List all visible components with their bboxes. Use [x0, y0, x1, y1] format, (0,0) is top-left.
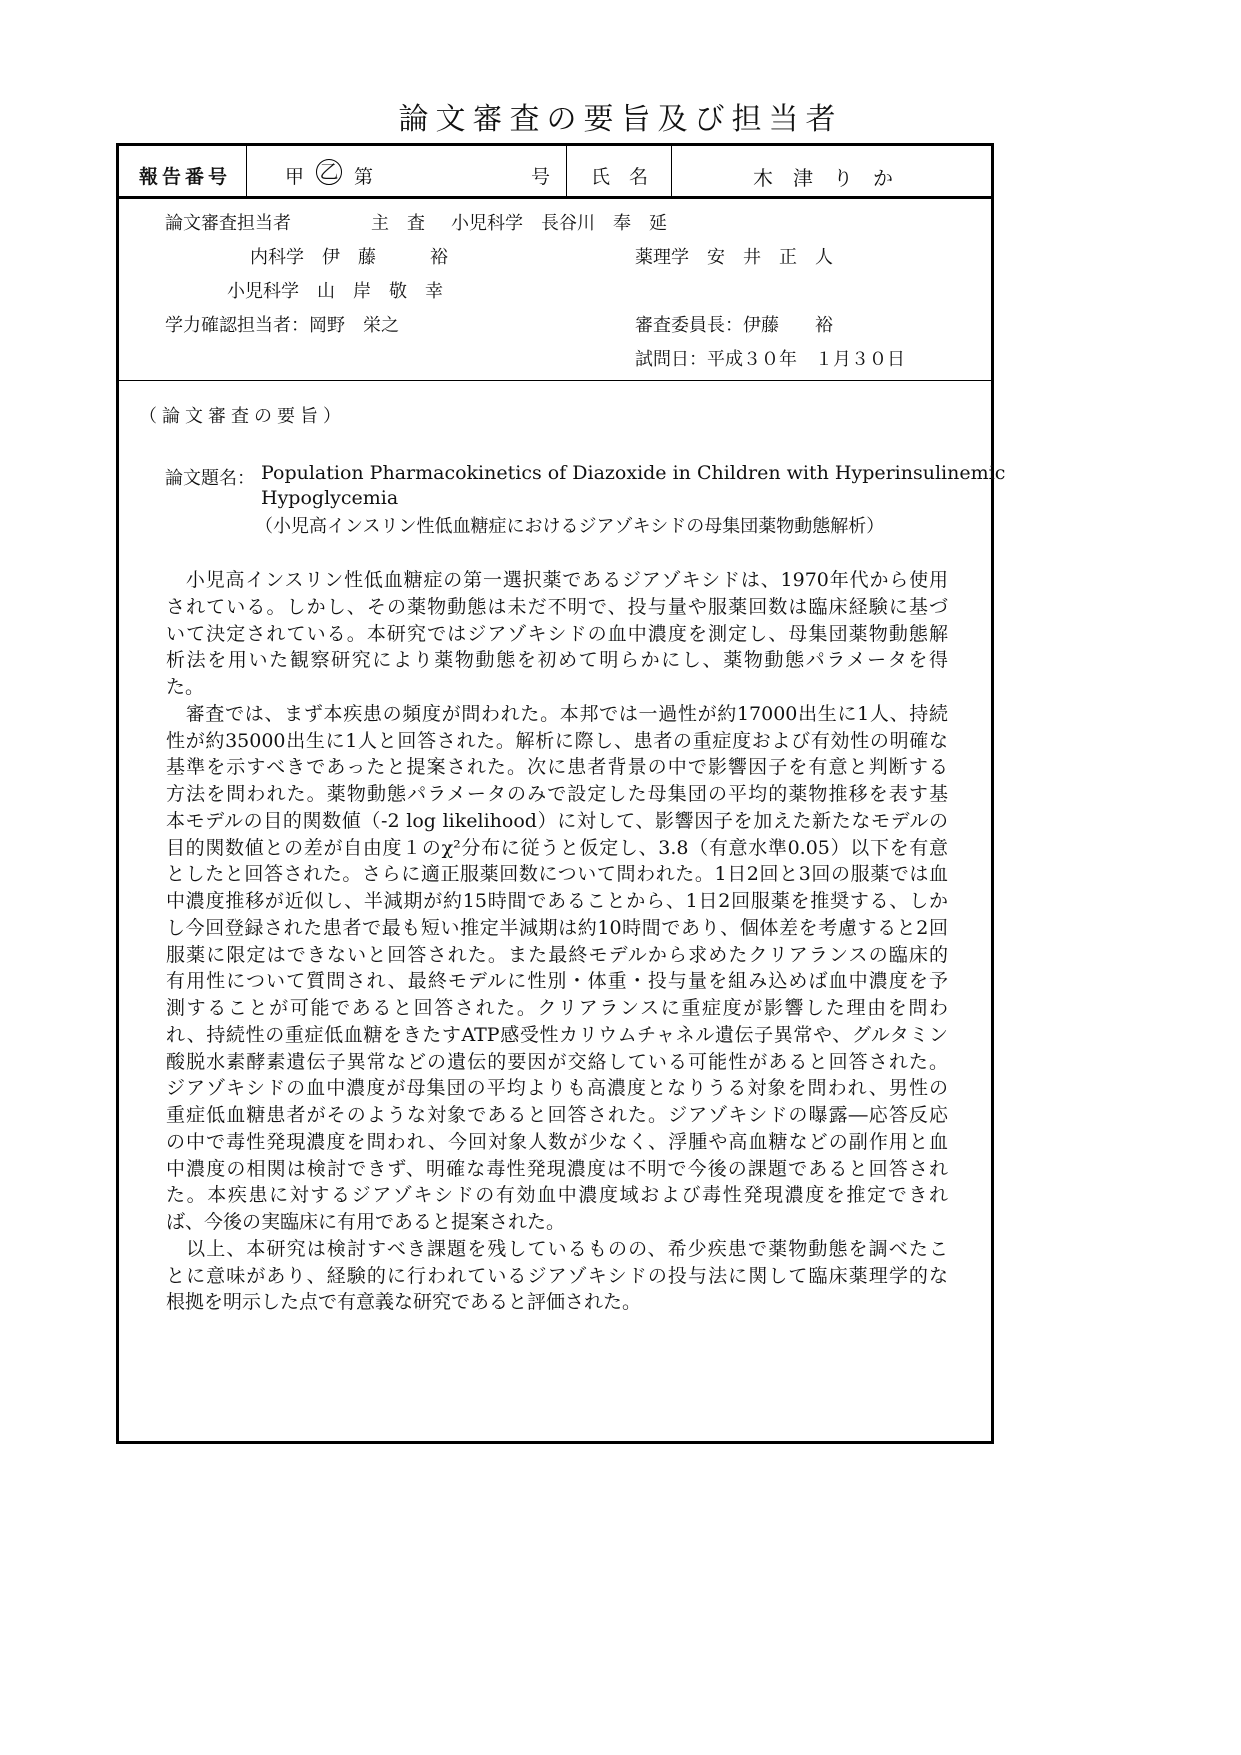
summary-line: 中濃度推移が近似し、半減期が約15時間であることから、1日2回服薬を推奨する、しか — [166, 890, 948, 912]
thesis-title-en-cont: Hypoglycemia — [261, 487, 399, 509]
summary-line: 根拠を明示した点で有意義な研究であると評価された。 — [166, 1291, 642, 1314]
summary-line: 本モデルの目的関数値（-2 log likelihood）に対して、影響因子を加えた新たなモデルの — [166, 809, 948, 832]
summary-line: としたと回答された。さらに適正服薬回数について問われた。1日2回と3回の服薬では血 — [166, 863, 948, 886]
academic-check: 学力確認担当者：岡野 栄之 — [165, 315, 399, 336]
summary-line: 重症低血糖患者がそのような対象であると回答された。ジアゾキシドの曝露―応答反応 — [166, 1104, 948, 1126]
divider — [671, 146, 672, 198]
page-title: 論文審査の要旨及び担当者 — [398, 102, 843, 137]
summary-line: 小児高インスリン性低血糖症の第一選択薬であるジアゾキシドは、1970年代から使用 — [166, 569, 948, 591]
summary-line: 測することが可能であると回答された。クリアランスに重症度が影響した理由を問わ — [166, 997, 948, 1019]
exam-date: 試問日：平成３０年 １月３０日 — [635, 349, 905, 370]
summary-heading: （論文審査の要旨） — [139, 406, 346, 427]
summary-line: ジアゾキシドの血中濃度が母集団の平均よりも高濃度となりうる対象を問われ、男性の — [166, 1077, 948, 1100]
dai-mark: 第 — [354, 166, 374, 188]
divider — [246, 146, 247, 198]
summary-line: れ、持続性の重症低血糖をきたすATP感受性カリウムチャネル遺伝子異常や、グルタミン — [166, 1023, 948, 1046]
chief-examiner-role: 主 査 — [371, 213, 425, 234]
summary-line: 基準を示すべきであったと提案された。次に患者背景の中で影響因子を有意と判断する — [166, 756, 948, 779]
summary-line: 方法を問われた。薬物動態パラメータのみで設定した母集団の平均的薬物推移を表す基 — [166, 783, 948, 805]
examiners-label: 論文審査担当者 — [165, 213, 291, 234]
summary-line: た。 — [166, 676, 205, 698]
chief-examiner: 小児科学 長谷川 奉 延 — [451, 213, 667, 234]
summary-line: 中濃度の相関は検討できず、明確な毒性発現濃度は不明で今後の課題であると回答され — [166, 1157, 948, 1180]
summary-line: 服薬に限定はできないと回答された。また最終モデルから求めたクリアランスの臨床的 — [166, 943, 948, 966]
divider — [119, 196, 991, 199]
summary-line: 性が約35000出生に1人と回答された。解析に際し、患者の重症度および有効性の明確な — [166, 729, 948, 752]
summary-line: ば、今後の実臨床に有用であると提案された。 — [166, 1211, 566, 1233]
summary-body — [166, 567, 948, 1316]
review-form — [116, 143, 1006, 1444]
thesis-title-ja: （小児高インスリン性低血糖症におけるジアゾキシドの母集団薬物動態解析） — [255, 516, 885, 537]
summary-line: 酸脱水素酵素遺伝子異常などの遺伝的要因が交絡している可能性があると回答された。 — [166, 1050, 948, 1073]
applicant-name: 木 津 り か — [753, 166, 893, 190]
committee-chair: 審査委員長：伊藤 裕 — [635, 315, 833, 336]
thesis-label: 論文題名： — [165, 468, 255, 489]
summary-line: 以上、本研究は検討すべき課題を残しているものの、希少疾患で薬物動態を調べたこ — [166, 1237, 948, 1260]
report-number-label: 報告番号 — [139, 166, 232, 188]
summary-line: とに意味があり、経験的に行われているジアゾキシドの投与法に関して臨床薬理学的な — [166, 1264, 948, 1287]
otsu-circled-mark: 乙 — [316, 159, 342, 185]
summary-line: の中で毒性発現濃度を問われ、今回対象人数が少なく、浮腫や高血糖などの副作用と血 — [166, 1130, 948, 1153]
kou-mark: 甲 — [285, 166, 305, 188]
summary-line: いて決定されている。本研究ではジアゾキシドの血中濃度を測定し、母集団薬物動態解 — [166, 622, 948, 645]
divider — [119, 380, 991, 381]
summary-line: し今回登録された患者で最も短い推定半減期は約10時間であり、個体差を考慮すると2回 — [166, 916, 948, 939]
summary-line: されている。しかし、その薬物動態は未だ不明で、投与量や服薬回数は臨床経験に基づ — [166, 595, 948, 618]
summary-line: 析法を用いた観察研究により薬物動態を初めて明らかにし、薬物動態パラメータを得 — [166, 649, 948, 672]
summary-line: 審査では、まず本疾患の頻度が問われた。本邦では一過性が約17000出生に1人、持続 — [166, 702, 948, 725]
divider — [566, 146, 567, 198]
go-mark: 号 — [531, 166, 551, 188]
thesis-title-en: Population Pharmacokinetics of Diazoxide in Children with Hyperinsulinemic — [261, 462, 1006, 484]
name-label: 氏 名 — [591, 166, 649, 188]
summary-line: 目的関数値との差が自由度１のχ²分布に従うと仮定し、3.8（有意水準0.05）以下を有意 — [166, 836, 948, 859]
summary-line: た。本疾患に対するジアゾキシドの有効血中濃度域および毒性発現濃度を推定できれ — [166, 1184, 948, 1207]
summary-line: 有用性について質問され、最終モデルに性別・体重・投与量を組み込めば血中濃度を予 — [166, 970, 948, 993]
examiner-2: 薬理学 安 井 正 人 — [635, 247, 833, 268]
examiner-1: 内科学 伊 藤 裕 — [250, 247, 448, 268]
examiner-3: 小児科学 山 岸 敬 幸 — [227, 281, 443, 302]
